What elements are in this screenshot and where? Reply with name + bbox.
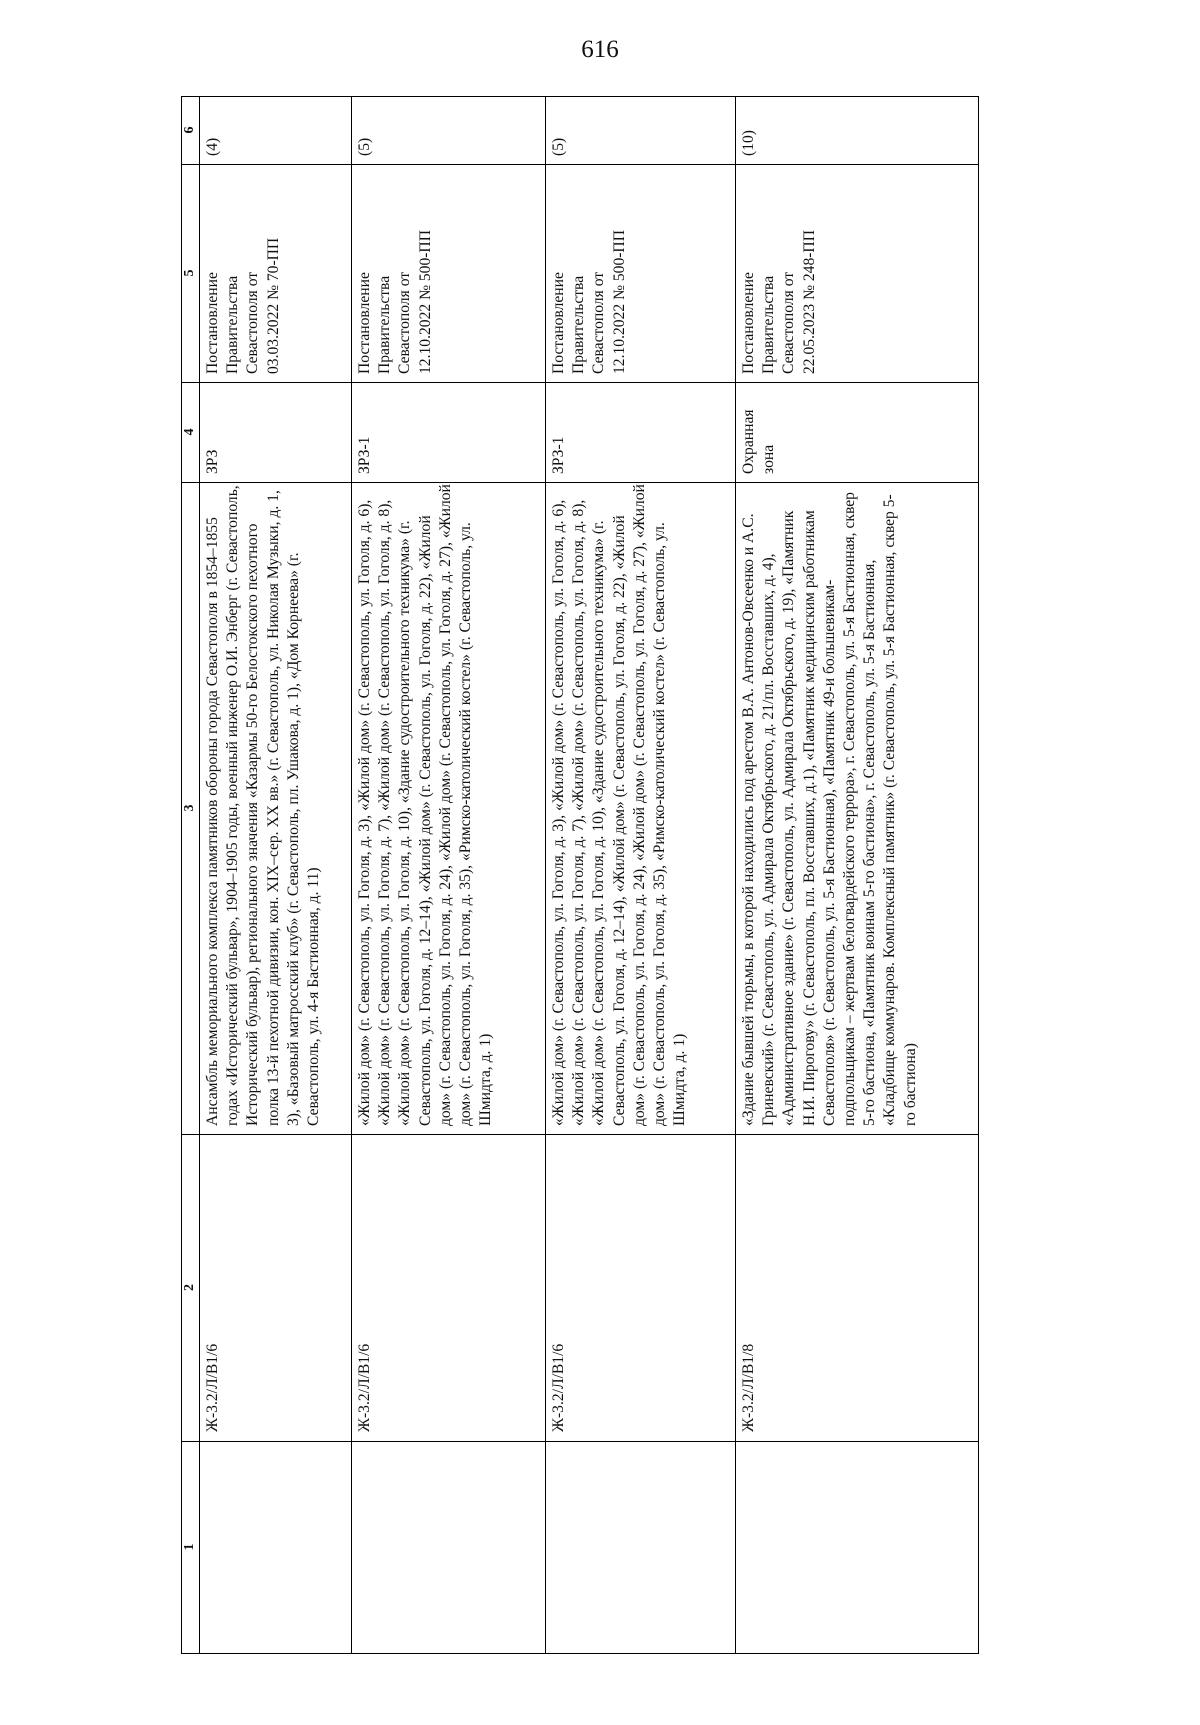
row1-description: Ансамбль мемориального комплекса памятников обороны города Севастополя в 1854–1855 годах «Исторический бульвар», 1904–1905 годы, военный инженер О.И. Энберг (г. Севастополь, Исторический бульвар), регионального значения «Казармы 50-го Белостокского пехотного полка 13-й пехотной дивизии, кон. XIX–сер. XX вв.» (г. Севастополь, ул. Николая Музыки, д. 1, 3), «Базовый матросский клуб» (г. Севастополь, пл. Ушакова, д. 1), «Дом Корнеева» (г. Севастополь, ул. 4-я Бастионная, д. 11) — [204, 485, 323, 1126]
row2-ref: (5) — [356, 137, 373, 156]
row1-zone: ЗРЗ — [204, 449, 221, 474]
row2-zone: ЗРЗ-1 — [356, 436, 373, 474]
header-col-1: 1 — [182, 1543, 197, 1551]
row3-zone: ЗРЗ-1 — [550, 436, 567, 474]
row3-ref: (5) — [550, 137, 567, 156]
row4-description: «Здание бывшей тюрьмы, в которой находились под арестом В.А. Антонов-Овсеенко и А.С. Гриневский» (г. Севастополь, ул. Адмирала Октябрьского, д. 21/пл. Восставших, д. 4), «Административное здание» (г. Севастополь, ул. Адмирала Октябрьского, д. 19), «Памятник Н.И. Пирогову» (г. Севастополь, пл. Восставших, д.1), «Памятник медицинским работникам Севастополя» (г. Севастополь, ул. 5-я Бастионная), «Памятник 49-и большевикам-подпольщикам – жертвам белогвардейского террора», г. Севастополь, ул. 5-я Бастионная, сквер 5-го бастиона, «Памятник воинам 5-го бастиона», г. Севастополь, ул. 5-я Бастионная, «Кладбище коммунаров. Комплексный памятник» (г. Севастополь, ул. 5-я Бастионная, сквер 5-го бастиона) — [740, 492, 919, 1126]
row4-code: Ж-3.2/Л/В1/8 — [740, 1343, 757, 1432]
row3-code: Ж-3.2/Л/В1/6 — [550, 1343, 567, 1432]
row3-document: Постановление Правительства Севастополя от 12.10.2022 № 500-ПП — [550, 230, 628, 374]
row4-zone: Охранная зона — [740, 409, 778, 474]
header-col-6: 6 — [182, 126, 197, 134]
page-number: 616 — [581, 36, 619, 63]
header-col-4: 4 — [182, 428, 197, 436]
header-col-3: 3 — [182, 804, 197, 812]
row1-code: Ж-3.2/Л/В1/6 — [204, 1343, 221, 1432]
row3-description: «Жилой дом» (г. Севастополь, ул. Гоголя, д. 3), «Жилой дом» (г. Севастополь, ул. Гоголя, д. 6), «Жилой дом» (г. Севастополь, ул. Гоголя, д. 7), «Жилой дом» (г. Севастополь, ул. Гоголя, д. 8), «Жилой дом» (г. Севастополь, ул. Гоголя, д. 10), «Здание судостроительного техникума» (г. Севастополь, ул. Гоголя, д. 12–14), «Жилой дом» (г. Севастополь, ул. Гоголя, д. 22), «Жилой дом» (г. Севастополь, ул. Гоголя, д. 24), «Жилой дом» (г. Севастополь, ул. Гоголя, д. 27), «Жилой дом» (г. Севастополь, ул. Гоголя, д. 35), «Римско-католический костел» (г. Севастополь, ул. Шмидта, д. 1) — [550, 484, 689, 1126]
header-col-2: 2 — [182, 1284, 197, 1291]
row2-description: «Жилой дом» (г. Севастополь, ул. Гоголя, д. 3), «Жилой дом» (г. Севастополь, ул. Гоголя, д. 6), «Жилой дом» (г. Севастополь, ул. Гоголя, д. 7), «Жилой дом» (г. Севастополь, ул. Гоголя, д. 8), «Жилой дом» (г. Севастополь, ул. Гоголя, д. 10), «Здание судостроительного техникума» (г. Севастополь, ул. Гоголя, д. 12–14), «Жилой дом» (г. Севастополь, ул. Гоголя, д. 22), «Жилой дом» (г. Севастополь, ул. Гоголя, д. 24), «Жилой дом» (г. Севастополь, ул. Гоголя, д. 27), «Жилой дом» (г. Севастополь, ул. Гоголя, д. 35), «Римско-католический костел» (г. Севастополь, ул. Шмидта, д. 1) — [356, 484, 495, 1126]
row1-ref: (4) — [204, 137, 221, 156]
row2-code: Ж-3.2/Л/В1/6 — [356, 1343, 373, 1432]
row4-ref: (10) — [740, 130, 757, 156]
row1-document: Постановление Правительства Севастополя от 03.03.2022 № 70-ПП — [204, 237, 282, 374]
row4-document: Постановление Правительства Севастополя от 22.05.2023 № 248-ПП — [740, 230, 818, 374]
header-col-5: 5 — [182, 269, 197, 277]
row2-document: Постановление Правительства Севастополя от 12.10.2022 № 500-ПП — [356, 230, 434, 374]
